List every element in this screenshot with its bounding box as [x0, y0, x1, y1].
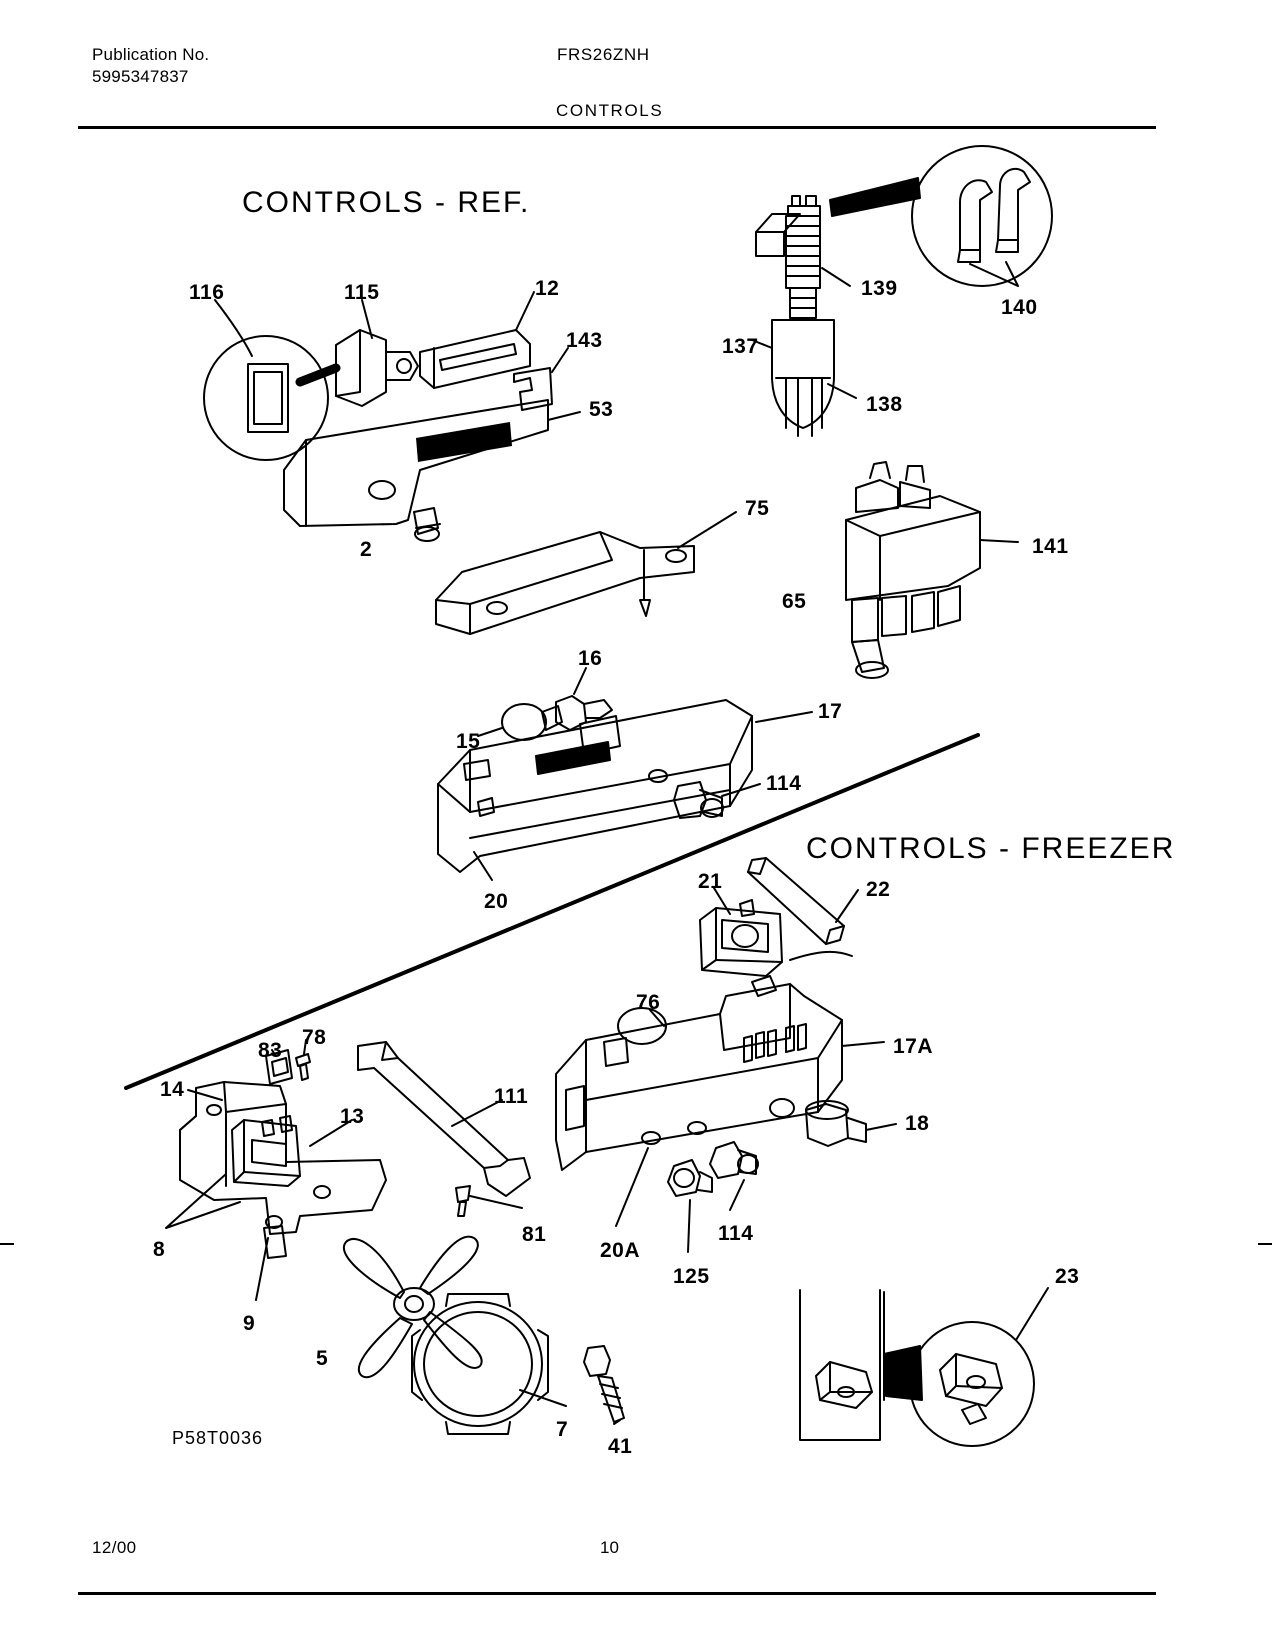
- part-125-knob: [668, 1160, 712, 1196]
- callout-41: 41: [608, 1435, 633, 1458]
- leader-116: [215, 300, 252, 356]
- leader-20A: [616, 1148, 648, 1226]
- leader-114b: [730, 1180, 744, 1210]
- part-41-screw: [584, 1346, 624, 1422]
- leader-140: [970, 262, 1018, 286]
- leader-15: [478, 728, 502, 736]
- leader-18: [866, 1124, 896, 1130]
- part-140-detail-circle: [830, 146, 1052, 286]
- callout-12: 12: [535, 277, 560, 300]
- leader-141: [980, 540, 1018, 542]
- footer-page-number: 10: [600, 1538, 619, 1557]
- leader-22: [836, 890, 858, 922]
- callout-143: 143: [566, 329, 603, 352]
- diagonal-separator-line: [126, 735, 978, 1088]
- callout-114: 114: [718, 1222, 754, 1245]
- section-title: CONTROLS: [556, 101, 664, 120]
- leader-139: [822, 268, 850, 286]
- crop-mark-right: [1258, 1243, 1272, 1245]
- callout-13: 13: [340, 1105, 365, 1128]
- leader-8: [166, 1174, 240, 1228]
- callout-17A: 17A: [893, 1035, 934, 1058]
- leader-53: [548, 412, 580, 420]
- crop-mark-left: [0, 1243, 14, 1245]
- part-138-filter-body: [772, 288, 834, 436]
- part-23-detail-circle: [884, 1322, 1034, 1446]
- callout-20: 20: [484, 890, 509, 913]
- callout-21: 21: [698, 870, 723, 893]
- callout-137: 137: [722, 335, 759, 358]
- part-21-thermostat: [700, 900, 782, 996]
- part-139-filter-cartridge: [756, 196, 820, 288]
- part-141-water-valve: [846, 462, 980, 678]
- part-115-bracket: [300, 330, 418, 406]
- leader-23: [1016, 1288, 1048, 1340]
- callout-140: 140: [1001, 296, 1038, 319]
- callout-125: 125: [673, 1265, 710, 1288]
- leader-75: [678, 512, 736, 548]
- leader-16: [574, 668, 586, 694]
- publication-number: 5995347837: [92, 67, 189, 86]
- callout-18: 18: [905, 1112, 930, 1135]
- callout-141: 141: [1032, 535, 1069, 558]
- leader-81: [470, 1196, 522, 1208]
- callout-9: 9: [243, 1312, 256, 1335]
- callout-22: 22: [866, 878, 891, 901]
- callout-75: 75: [745, 497, 770, 520]
- model-number: FRS26ZNH: [557, 45, 650, 64]
- callout-78: 78: [302, 1026, 327, 1049]
- callout-15: 15: [456, 730, 481, 753]
- leader-17A: [842, 1042, 884, 1046]
- part-18-knob: [806, 1101, 866, 1146]
- drawing-code: P58T0036: [172, 1428, 264, 1448]
- callout-138: 138: [866, 393, 903, 416]
- callout-5: 5: [316, 1347, 329, 1370]
- diagram-heading-ref: CONTROLS - REF.: [242, 186, 531, 219]
- callout-115: 115: [344, 281, 380, 304]
- callout-65: 65: [782, 590, 807, 613]
- leader-14: [188, 1090, 222, 1100]
- callout-23: 23: [1055, 1265, 1080, 1288]
- callout-114: 114: [766, 772, 802, 795]
- part-22-capillary-tube: [748, 858, 852, 960]
- leader-125: [688, 1200, 690, 1252]
- callout-81: 81: [522, 1223, 547, 1246]
- callout-17: 17: [818, 700, 843, 723]
- part-17A-control-housing: [556, 984, 842, 1170]
- callout-16: 16: [578, 647, 603, 670]
- publication-label: Publication No.: [92, 45, 210, 64]
- callout-8: 8: [153, 1238, 166, 1261]
- leader-12: [516, 292, 534, 330]
- callout-53: 53: [589, 398, 614, 421]
- leader-17: [756, 712, 812, 722]
- part-23-cabinet-corner: [800, 1290, 884, 1440]
- part-81-clip: [456, 1186, 470, 1216]
- callout-14: 14: [160, 1078, 185, 1101]
- footer-divider: [78, 1592, 1156, 1595]
- callout-20A: 20A: [600, 1239, 641, 1262]
- callout-139: 139: [861, 277, 898, 300]
- footer-date: 12/00: [92, 1538, 137, 1557]
- callout-76: 76: [636, 991, 661, 1014]
- callout-116: 116: [189, 281, 225, 304]
- part-116-detail-circle: [204, 336, 328, 460]
- callout-83: 83: [258, 1039, 283, 1062]
- callout-111: 111: [494, 1085, 529, 1108]
- diagram-heading-freezer: CONTROLS - FREEZER: [806, 832, 1176, 865]
- part-114-knob-lower: [710, 1142, 758, 1178]
- part-78-screw: [296, 1054, 310, 1080]
- part-75-bracket: [436, 532, 694, 634]
- callout-2: 2: [360, 538, 373, 561]
- callout-7: 7: [556, 1418, 569, 1441]
